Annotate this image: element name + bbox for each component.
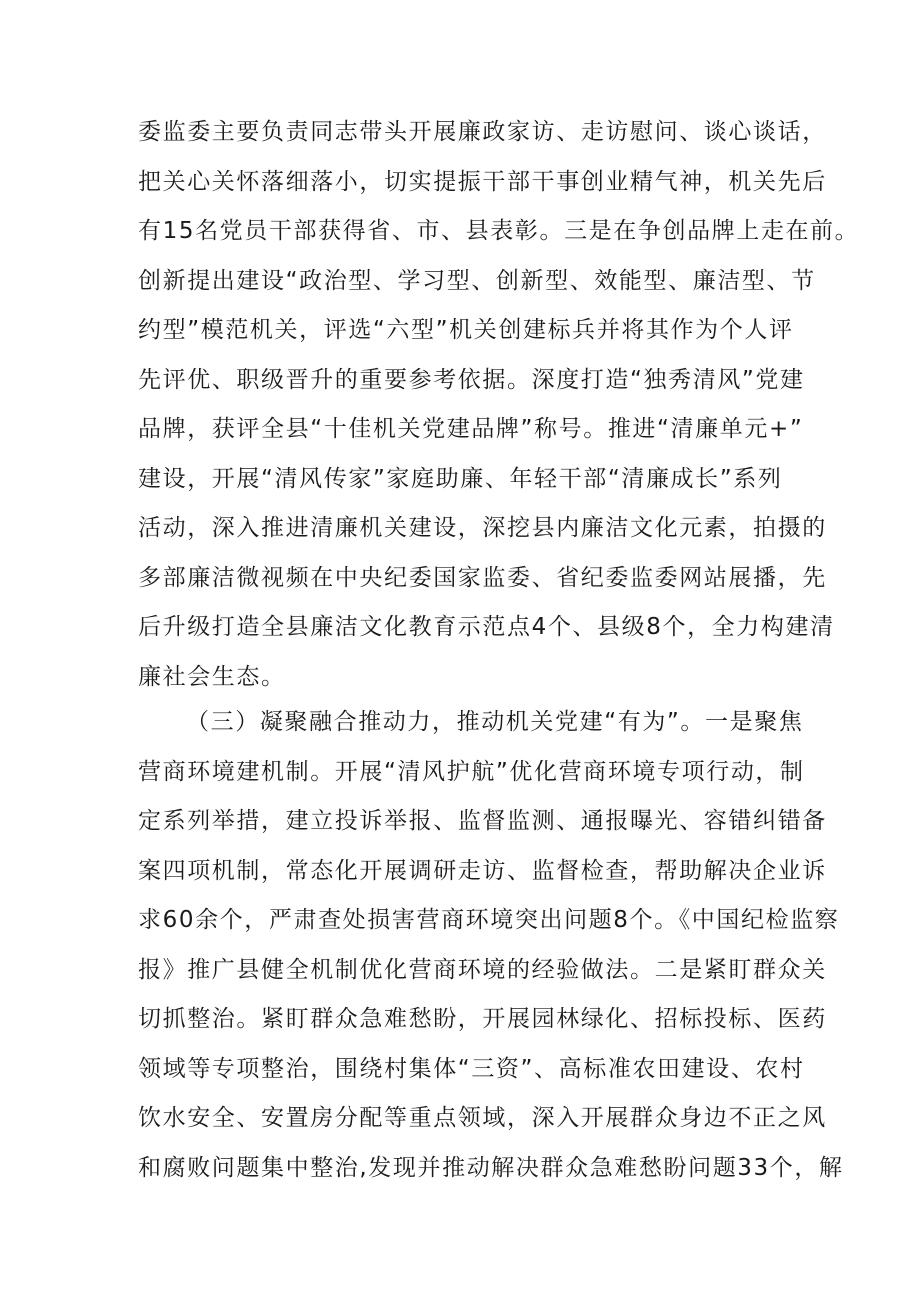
paragraph-2 [138, 698, 844, 1193]
text-line: 报》推广县健全机制优化营商环境的经验做法。二是紧盯群众关 [138, 956, 827, 983]
paragraph-1 [138, 108, 860, 702]
text-line: 创新提出建设“政治型、学习型、创新型、效能型、廉洁型、节 [138, 267, 816, 294]
text-line: 约型”模范机关，评选“六型”机关创建标兵并将其作为个人评 [138, 317, 794, 343]
text-line: 品牌，获评全县“十佳机关党建品牌”称号。推进“清廉单元+” [138, 416, 804, 442]
text-line: 后升级打造全县廉洁文化教育示范点4个、县级8个，全力构建清 [138, 614, 835, 640]
text-line: 廉社会生态。 [138, 663, 286, 690]
text-line: 和腐败问题集中整治,发现并推动解决群众急难愁盼问题33个，解 [138, 1154, 844, 1181]
text-line: 切抓整治。紧盯群众急难愁盼，开展园林绿化、招标投标、医药 [138, 1006, 827, 1032]
text-line: 先评优、职级晋升的重要参考依据。深度打造“独秀清风”党建 [138, 366, 805, 393]
text-line: 定系列举措，建立投诉举报、监督监测、通报曝光、容错纠错备 [138, 808, 827, 834]
text-line: 把关心关怀落细落小，切实提振干部干事创业精气神，机关先后 [138, 168, 827, 195]
text-line: 多部廉洁微视频在中央纪委国家监委、省纪委监委网站展播，先 [138, 564, 827, 591]
text-line: 营商环境建机制。开展“清风护航”优化营商环境专项行动，制 [138, 758, 805, 785]
text-line: 活动，深入推进清廉机关建设，深挖县内廉洁文化元素，拍摄的 [138, 515, 827, 541]
text-line: 领域等专项整治，围绕村集体“三资”、高标准农田建设、农村 [138, 1055, 805, 1082]
text-line: 有15名党员干部获得省、市、县表彰。三是在争创品牌上走在前。 [138, 218, 860, 244]
text-line: 案四项机制，常态化开展调研走访、监督检查，帮助解决企业诉 [138, 857, 827, 884]
text-line: （三）凝聚融合推动力，推动机关党建“有为”。一是聚焦 [186, 709, 804, 735]
text-line: 求60余个，严肃查处损害营商环境突出问题8个。《中国纪检监察 [138, 907, 840, 933]
text-line: 饮水安全、安置房分配等重点领域，深入开展群众身边不正之风 [138, 1105, 827, 1131]
text-line: 委监委主要负责同志带头开展廉政家访、走访慰问、谈心谈话， [138, 119, 827, 145]
text-line: 建设，开展“清风传家”家庭助廉、年轻干部“清廉成长”系列 [138, 465, 783, 492]
